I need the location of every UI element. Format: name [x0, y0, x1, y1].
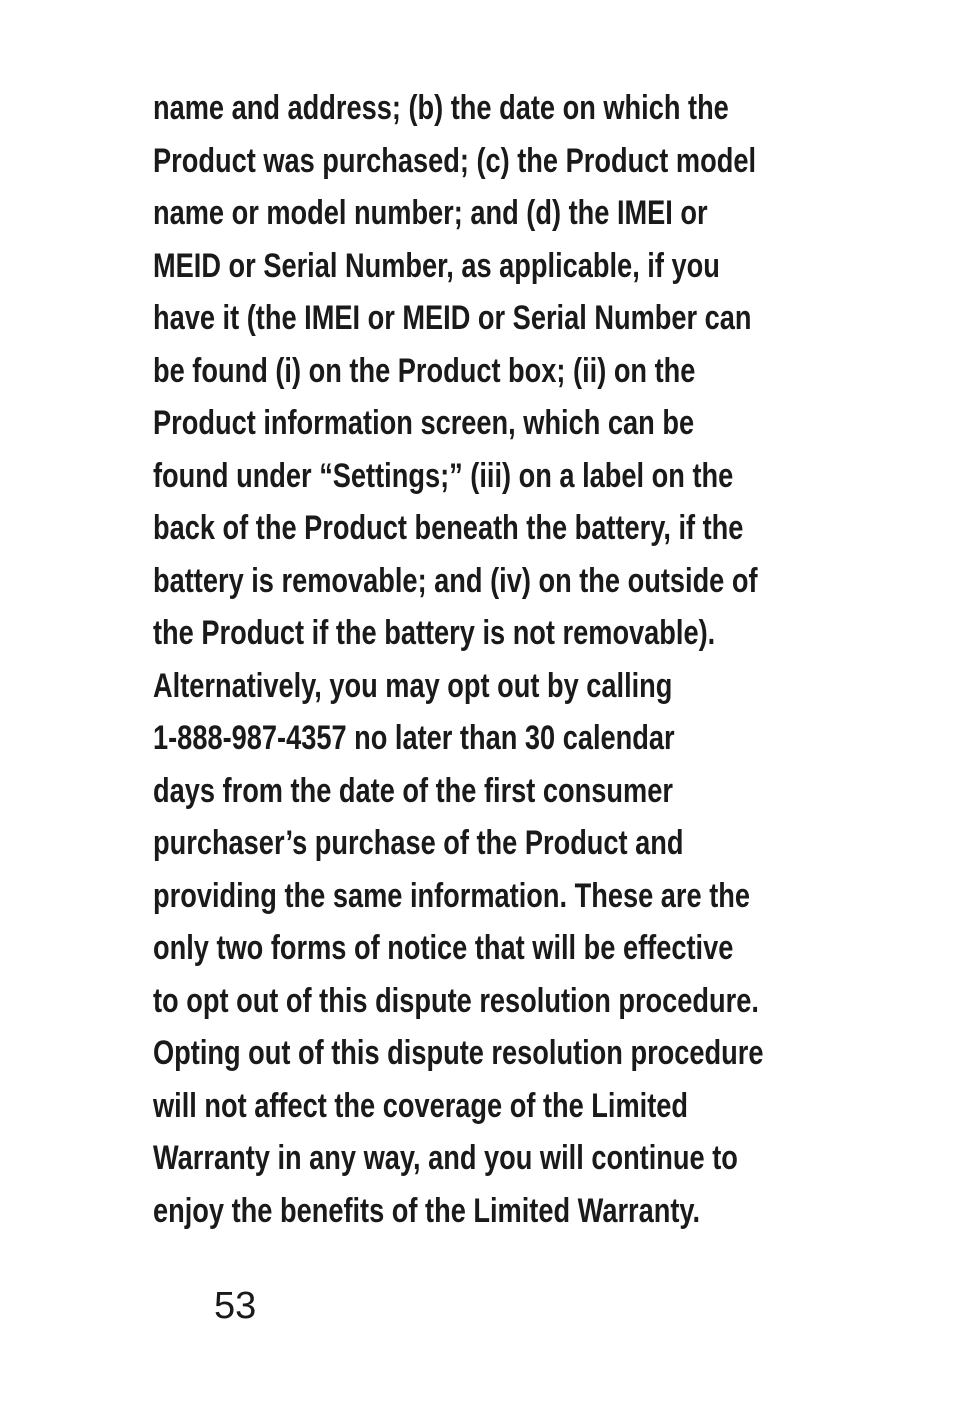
text-line: the Product if the battery is not removable).: [153, 614, 716, 652]
text-line: Product was purchased; (c) the Product model: [153, 141, 757, 180]
body-paragraph: [153, 82, 853, 1237]
text-line: Opting out of this dispute resolution procedure: [153, 1034, 764, 1072]
text-line: to opt out of this dispute resolution procedure.: [153, 981, 759, 1020]
text-line: only two forms of notice that will be effective: [153, 929, 734, 967]
text-line: name and address; (b) the date on which the: [153, 89, 729, 127]
text-line: found under “Settings;” (iii) on a label on the: [153, 456, 734, 495]
text-line: Warranty in any way, and you will continue to: [153, 1139, 738, 1177]
text-line: providing the same information. These are the: [153, 876, 751, 915]
text-line: enjoy the benefits of the Limited Warranty.: [153, 1191, 701, 1230]
text-line: have it (the IMEI or MEID or Serial Number can: [153, 299, 752, 337]
text-line: Alternatively, you may opt out by calling: [153, 666, 673, 705]
text-line: battery is removable; and (iv) on the outside of: [153, 561, 758, 600]
text-line: days from the date of the first consumer: [153, 771, 673, 810]
page-number: 53: [214, 1285, 257, 1327]
text-line: name or model number; and (d) the IMEI or: [153, 194, 708, 232]
text-line: MEID or Serial Number, as applicable, if you: [153, 246, 720, 285]
text-line: purchaser’s purchase of the Product and: [153, 824, 684, 862]
text-line: will not affect the coverage of the Limited: [153, 1086, 689, 1125]
text-line: 1-888-987-4357 no later than 30 calendar: [153, 719, 675, 757]
text-line: back of the Product beneath the battery, if the: [153, 509, 744, 547]
text-line: be found (i) on the Product box; (ii) on the: [153, 351, 696, 390]
text-line: Product information screen, which can be: [153, 404, 695, 442]
